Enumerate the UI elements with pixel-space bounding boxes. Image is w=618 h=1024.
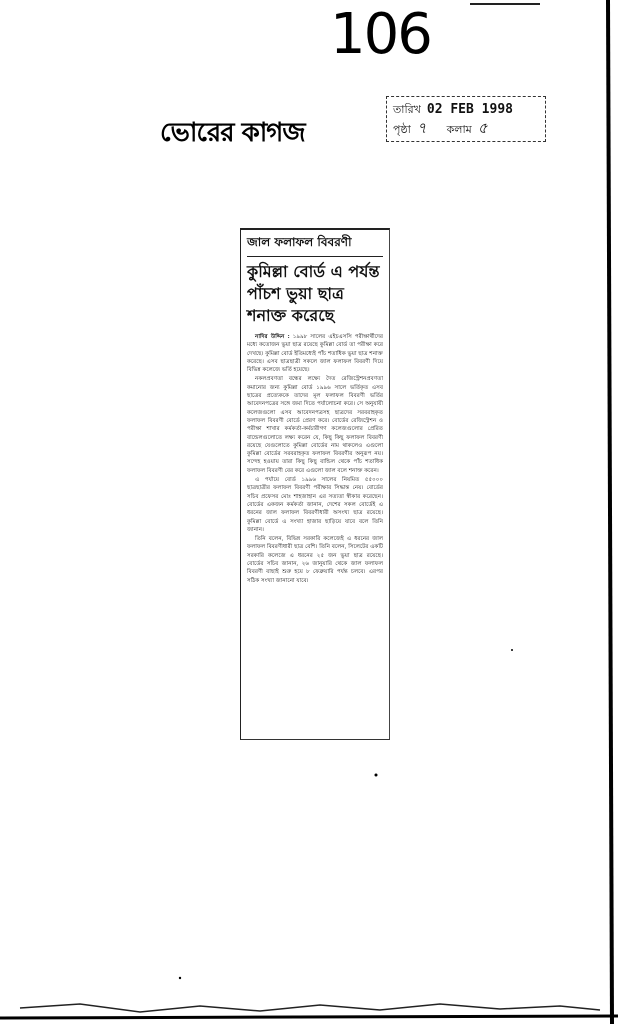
article-kicker: জাল ফলাফল বিবরণী bbox=[247, 234, 383, 257]
stamp-column-label: কলাম bbox=[446, 123, 472, 136]
article-byline: নাদির উদ্দিন : bbox=[255, 334, 290, 340]
article-paragraph: এ পর্যায়ে বোর্ড ১৯৯৬ সালের নিয়মিত ৫৫০০০ ছাত্রছাত্রীর ফলাফল বিবরণী পরীক্ষার সিদ্ধান্ত নেয়। বোর্ডের সচিব প্রফেসর মোঃ শাহজাহান এর সত্যতা স্বীকার করেছেন। বোর্ডের একজন কর্মকর্তা জানান, দেশের সকল বোর্ডেই এ ধরনের জাল ফলাফল বিবরণীধারী অসংখ্য ছাত্র রয়েছে। কুমিল্লা বোর্ডে এ সংখ্যা হাজার ছাড়িয়ে যাবে বলে তিনি জানান। bbox=[247, 477, 383, 533]
article-paragraph: তিনি বলেন, বিভিন্ন সরকারি কলেজেই এ ধরনের জাল ফলাফল বিবরণীধারী ছাত্র বেশি। তিনি বলেন, সিলেটের একটি সরকারি কলেজে এ ধরনের ২৫ জন ভুয়া ছাত্র রয়েছে। বোর্ডের সচিব জানান, ২৬ জানুয়ারি থেকে জাল ফলাফল বিবরণী বাছাই শুরু হয়ে ৮ ফেব্রুয়ারি পর্যন্ত চলবে। এরপর সঠিক সংখ্যা জানানো যাবে। bbox=[247, 536, 383, 584]
stamp-date-row bbox=[393, 101, 539, 119]
date-stamp bbox=[386, 96, 546, 142]
stamp-page-row bbox=[393, 119, 539, 139]
stamp-column-value: ৫ bbox=[477, 119, 488, 137]
stamp-page-value: ৭ bbox=[416, 119, 427, 137]
stamp-date-value: 02 FEB 1998 bbox=[426, 102, 513, 117]
stamp-page-label: পৃষ্ঠা bbox=[393, 123, 411, 136]
newspaper-clipping bbox=[240, 228, 390, 740]
stamp-date-label: তারিখ bbox=[393, 103, 421, 116]
paragraph-text: ১৯৯৮ সালের এইচএসসি পরীক্ষার্থীদের মধ্যে কতোজন ভুয়া ছাত্র রয়েছে কুমিল্লা বোর্ড তা পরীক্ষা করে দেখছে। কুমিল্লা বোর্ড ইতিমধ্যেই পাঁচ শতাধিক ভুয়া ছাত্র শনাক্ত করেছে। এসব ছাত্রছাত্রী সকলে জাল ফলাফল বিবরণী দিয়ে বিভিন্ন কলেজে ভর্তি হয়েছে। bbox=[247, 334, 383, 374]
newspaper-masthead: ভোরের কাগজ bbox=[160, 118, 305, 148]
headline-line-2: পাঁচশ ভুয়া ছাত্র bbox=[247, 284, 344, 303]
article-paragraph: নকলপ্রবণতা বন্ধের লক্ষ্যে দৈত রেজিস্ট্রেশনপ্রবণতা কমানোর জন্য কুমিল্লা বোর্ড ১৯৯৬ সালে ভর্তিকৃত এসব ছাত্রের প্রত্যেককে তাদের মূল ফলাফল বিবরণী ভর্তির আবেদনপত্রের সঙ্গে জমা দিতে পর্যালোচনা করে। সে অনুযায়ী কলেজগুলো এসব আবেদনপত্রসহ ছাত্রদের সরবরাহকৃত ফলাফল বিবরণী বোর্ডে প্রেরণ করে। বোর্ডের রেজিস্ট্রেশন ও পরীক্ষা শাখার কর্মকর্তা-কর্মচারীগণ কলেজগুলোর প্রেরিত বান্ডেলগুলোতে লক্ষ্য করেন যে, কিছু কিছু ফলাফল বিবরণী রয়েছে যেগুলোতে কুমিল্লা বোর্ডের নাম থাকলেও এগুলো কুমিল্লা বোর্ডের সরবরাহকৃত ফলাফল বিবরণীর অনুরূপ নয়। সন্দেহ হওয়ায় তারা কিছু কিছু বান্ডিল থেকে পাঁচ শতাধিক ফলাফল বিবরণী বের করে এগুলো জাল বলে শনাক্ত করেন। bbox=[247, 376, 383, 474]
headline-line-1: কুমিল্লা বোর্ড এ পর্যন্ত bbox=[247, 262, 380, 281]
article-paragraph bbox=[247, 333, 383, 374]
article-body bbox=[247, 333, 383, 585]
page-number: 106 bbox=[330, 2, 431, 67]
article-headline bbox=[247, 261, 383, 327]
headline-line-3: শনাক্ত করেছে bbox=[247, 306, 335, 325]
